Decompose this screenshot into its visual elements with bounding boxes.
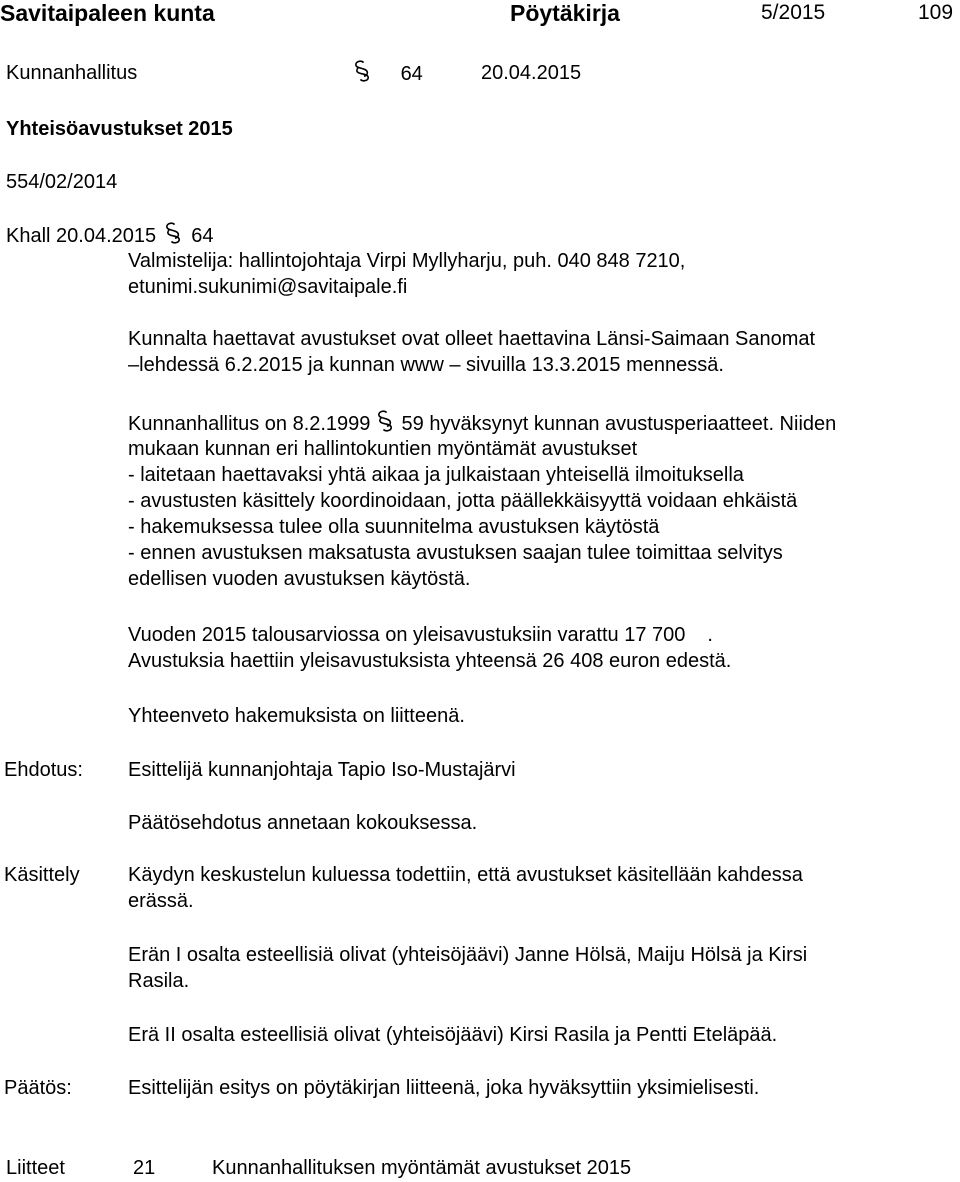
document-type: Pöytäkirja	[510, 0, 620, 26]
batch1-paragraph	[128, 942, 807, 994]
budget-paragraph	[128, 622, 731, 674]
handling-label: Käsittely	[4, 864, 80, 886]
proposal-text	[128, 757, 516, 783]
principles-bullet: - ennen avustuksen maksatusta avustuksen saajan tulee toimittaa selvitys	[128, 542, 783, 564]
principles-bullet: - hakemuksessa tulee olla suunnitelma avustuksen käytöstä	[128, 516, 660, 538]
meeting-section-number: 64	[400, 63, 423, 85]
batch2-line: Erä II osalta esteellisiä olivat (yhteisöjäävi) Kirsi Rasila ja Pentti Eteläpää.	[128, 1024, 778, 1046]
page-title: Yhteisöavustukset 2015	[6, 118, 233, 140]
record-id: 554/02/2014	[6, 171, 118, 193]
proposal-presenter: Esittelijä kunnanjohtaja Tapio Iso-Mustajärvi	[128, 759, 516, 781]
khall-reference	[6, 222, 214, 249]
budget-line	[128, 622, 731, 648]
batch1-line: Erän I osalta esteellisiä olivat (yhteisöjäävi) Janne Hölsä, Maiju Hölsä ja Kirsi	[128, 944, 808, 966]
principles-paragraph	[128, 410, 836, 592]
issue-number: 5/2015	[761, 1, 826, 24]
handling-paragraph	[128, 862, 803, 914]
budget-line: Avustuksia haettiin yleisavustuksista yhteensä 26 408 euron edestä.	[128, 650, 732, 672]
section-sign-icon	[355, 60, 369, 82]
summary-line	[128, 703, 465, 729]
proposal-note	[128, 810, 477, 836]
decision-line: Esittelijän esitys on pöytäkirjan liitteenä, joka hyväksyttiin yksimielisesti.	[128, 1077, 760, 1099]
handling-line: Käydyn keskustelun kuluessa todettiin, että avustukset käsitellään kahdessa	[128, 864, 803, 886]
preparer-email: etunimi.sukunimi@savitaipale.fi	[128, 276, 408, 298]
organization-name: Savitaipaleen kunta	[0, 0, 215, 26]
announcement-line: –lehdessä 6.2.2015 ja kunnan www – sivuilla 13.3.2015 mennessä.	[128, 354, 724, 376]
meeting-body: Kunnanhallitus	[6, 62, 138, 84]
meeting-date: 20.04.2015	[481, 62, 582, 84]
budget-amount-text: Vuoden 2015 talousarviossa on yleisavustuksiin varattu 17 700	[128, 624, 686, 646]
attachment-title: Kunnanhallituksen myöntämät avustukset 2015	[212, 1157, 632, 1179]
announcement-paragraph	[128, 326, 815, 378]
announcement-line: Kunnalta haettavat avustukset ovat olleet haettavina Länsi-Saimaan Sanomat	[128, 328, 816, 350]
principles-bullet: - laitetaan haettavaksi yhtä aikaa ja julkaistaan yhteisellä ilmoituksella	[128, 464, 744, 486]
preparer-line: Valmistelija: hallintojohtaja Virpi Myllyharju, puh. 040 848 7210,	[128, 250, 686, 272]
khall-section-number: 64	[191, 225, 214, 247]
budget-line-end: .	[707, 624, 713, 646]
section-sign-icon	[378, 410, 392, 432]
principles-line: mukaan kunnan eri hallintokuntien myöntämät avustukset	[128, 438, 638, 460]
khall-prefix: Khall 20.04.2015	[6, 225, 157, 247]
batch1-line: Rasila.	[128, 970, 190, 992]
proposal-note-text: Päätösehdotus annetaan kokouksessa.	[128, 812, 478, 834]
summary-text: Yhteenveto hakemuksista on liitteenä.	[128, 705, 465, 727]
principles-suffix: 59 hyväksynyt kunnan avustusperiaatteet. Niiden	[401, 413, 837, 435]
preparer-block	[128, 248, 685, 300]
decision-text	[128, 1075, 759, 1101]
attachment-number: 21	[133, 1157, 156, 1179]
principles-bullet: - avustusten käsittely koordinoidaan, jotta päällekkäisyyttä voidaan ehkäistä	[128, 490, 798, 512]
handling-line: erässä.	[128, 890, 194, 912]
decision-label: Päätös:	[4, 1077, 72, 1099]
proposal-label: Ehdotus:	[4, 759, 83, 781]
principles-bullet-continuation: edellisen vuoden avustuksen käytöstä.	[128, 568, 471, 590]
principles-line	[128, 410, 836, 436]
page-number: 109	[918, 1, 954, 24]
batch2-paragraph	[128, 1022, 777, 1048]
principles-prefix: Kunnanhallitus on 8.2.1999	[128, 413, 371, 435]
meeting-section	[355, 60, 423, 87]
attachment-label: Liitteet	[6, 1157, 65, 1179]
section-sign-icon	[166, 222, 180, 244]
